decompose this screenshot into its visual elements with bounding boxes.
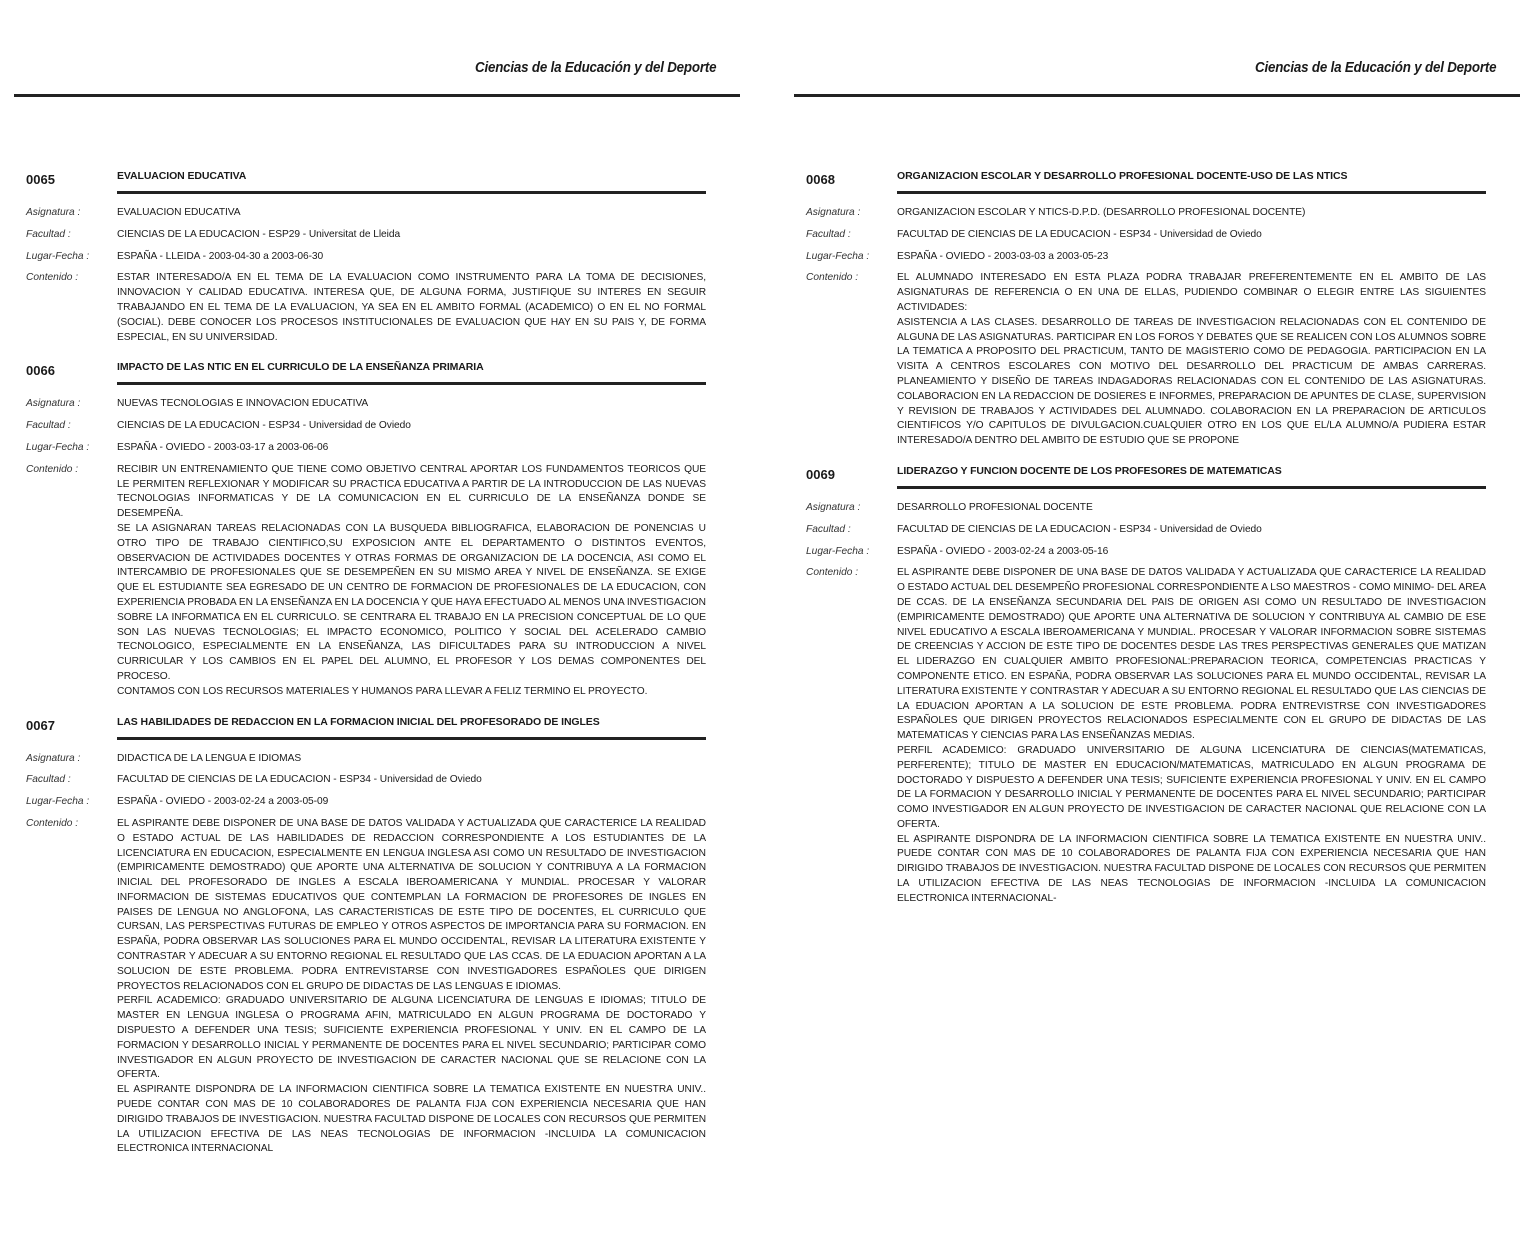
contenido-value	[117, 271, 706, 345]
contenido-label: Contenido :	[806, 567, 859, 579]
entry-title: EVALUACION EDUCATIVA	[117, 170, 247, 182]
entry-0065	[26, 168, 706, 345]
lugar-fecha-label: Lugar-Fecha :	[26, 250, 90, 262]
field-facultad	[806, 523, 1486, 538]
asignatura-label: Asignatura :	[26, 752, 81, 764]
field-asignatura	[806, 501, 1486, 516]
field-lugar-fecha	[26, 441, 706, 456]
asignatura-value: EVALUACION EDUCATIVA	[117, 207, 241, 218]
entry-number: 0068	[806, 172, 835, 187]
lugar-fecha-value: ESPAÑA - OVIEDO - 2003-03-17 a 2003-06-06	[117, 441, 329, 453]
facultad-label: Facultad :	[806, 228, 851, 240]
field-facultad	[26, 419, 706, 434]
contenido-paragraph: PERFIL ACADEMICO: GRADUADO UNIVERSITARIO DE ALGUNA LICENCIATURA DE CIENCIAS(MATEMATICAS, PERFERENTE); TITULO DE MASTER EN EDUCACION/MATEMATICAS, MATRICULADO EN ALGUN PROGRAMA DE DOCTORADO Y DISPUESTO A DEFENDER UNA TESIS; SUFICIENTE EXPERIENCIA PROFESIONAL Y UNIV. EN EL CAMPO DE LA FORMACION Y DESARROLLO INICIAL Y PERMANENTE DE DOCENTES PARA EL NIVEL SECUNDARIO; PARTICIPAR COMO INVESTIGADOR EN ALGUN PROYECTO DE INVESTIGACION DE CARACTER NACIONAL QUE RELACIONE CON LA OFERTA.	[897, 744, 1486, 830]
contenido-paragraph: EL ALUMNADO INTERESADO EN ESTA PLAZA PODRA TRABAJAR PREFERENTEMENTE EN EL AMBITO DE LAS ASIGNATURAS DE REFERENCIA O EN UNA DE ELLAS, PUDIENDO COMBINAR O ELEGIR ENTRE LAS SIGUIENTES ACTIVIDADES:	[897, 272, 1486, 313]
contenido-paragraph: PERFIL ACADEMICO: GRADUADO UNIVERSITARIO DE ALGUNA LICENCIATURA DE LENGUAS E IDIOMAS; TITULO DE MASTER EN LENGUA INGLESA O PROGRAMA AFIN, MATRICULADO EN ALGUN PROGRAMA DE DOCTORADO Y DISPUESTO A DEFENDER UNA TESIS; SUFICIENTE EXPERIENCIA PROFESIONAL Y UNIV. EN EL CAMPO DE LA FORMACION Y DESARROLLO INICIAL Y PERMANENTE DE DOCENTES PARA EL NIVEL SECUNDARIO; PARTICIPAR COMO INVESTIGADOR EN ALGUN PROYECTO DE INVESTIGACION DE CARACTER NACIONAL QUE SE RELACIONE CON LA OFERTA.	[117, 995, 706, 1081]
facultad-value: FACULTAD DE CIENCIAS DE LA EDUCACION - ESP34 - Universidad de Oviedo	[897, 523, 1262, 535]
contenido-label: Contenido :	[26, 272, 79, 284]
entry-number: 0066	[26, 363, 55, 379]
contenido-value	[897, 566, 1486, 906]
contenido-paragraph: EL ASPIRANTE DISPONDRA DE LA INFORMACION CIENTIFICA SOBRE LA TEMATICA EXISTENTE EN NUESTRA UNIV.. PUEDE CONTAR CON MAS DE 10 COLABORADORES DE PALANTA FIJA CON EXPERIENCIA NECESARIA QUE HAN DIRIGIDO TRABAJOS DE INVESTIGACION. NUESTRA FACULTAD DISPONE DE LOCALES CON RECURSOS QUE PERMITEN LA UTILIZACION EFECTIVA DE LAS NEAS TECNOLOGIAS DE INFORMACION -INCLUIDA LA COMUNICACION ELECTRONICA INTERNACIONAL	[117, 1084, 706, 1155]
entries-list	[806, 168, 1486, 921]
asignatura-value: NUEVAS TECNOLOGIAS E INNOVACION EDUCATIVA	[117, 398, 369, 410]
contenido-paragraph: RECIBIR UN ENTRENAMIENTO QUE TIENE COMO OBJETIVO CENTRAL APORTAR LOS FUNDAMENTOS TEORICOS QUE LE PERMITEN REFLEXIONAR Y MODIFICAR SU PRACTICA EDUCATIVA A PARTIR DE LA INTRODUCCION DE LAS NUEVAS TECNOLOGIAS INFORMATICAS Y DE LA COMUNICACION EN EL CURRICULO DE LA ENSEÑANZA DONDE SE DESEMPEÑA.	[117, 463, 706, 520]
contenido-paragraph: EL ASPIRANTE DEBE DISPONER DE UNA BASE DE DATOS VALIDADA Y ACTUALIZADA QUE CARACTERICE LA REALIDAD O ESTADO ACTUAL DEL DESEMPEÑO PROFESIONAL CORRESPONDIENTE A LSO MAESTROS - COMO MINIMO- DEL AREA DE CCAS. DE LA ENSEÑANZA SECUNDARIA DEL PAIS DE ORIGEN ASI COMO UN RESULTADO DE INVESTIGACION (EMPIRICAMENTE DEMOSTRADO) QUE APORTE UNA ALTERNATIVA DE SOLUCION Y CONTRIBUYA AL CAMBIO DE ESE NIVEL EDUCATIVO A ESCALA IBEROAMERICANA Y MUNDIAL. PROCESAR Y VALORAR INFORMACION SOBRE SISTEMAS DE CREENCIAS Y ACCION DE ESTE TIPO DE DOCENTES DESDE LAS TRES PERSPECTIVAS GENERALES QUE MATIZAN EL LIDERAZGO EN CUALQUIER AMBITO PROFESIONAL:PREPARACION TEORICA, COMPETENCIAS PRACTICAS Y COMPONENTE ETICO. EN ESPAÑA, PODRA OBSERVAR LAS SOLUCIONES PARA EL MUNDO OCCIDENTAL, REVISAR LA LITERATURA EXISTENTE Y CONTRASTAR Y ADECUAR A SU ENTORNO REGIONAL EL RESULTADO QUE LAS CIENCIAS DE LA EDUACION APORTAN A LA SOLUCION DE ESTE PROBLEMA. PODRA ENTREVISTRSE CON INVESTIGADORES ESPAÑOLES QUE DIRIGEN PROYECTOS RELACIONADOS ESPECIALMENTE CON EL GRUPO DE DIDACTAS DE LAS MATEMATICAS Y CIENCIAS PARA LAS ENSEÑANZAS MEDIAS.	[897, 567, 1487, 742]
field-lugar-fecha	[806, 250, 1486, 265]
contenido-paragraph: ESTAR INTERESADO/A EN EL TEMA DE LA EVALUACION COMO INSTRUMENTO PARA LA TOMA DE DECISIONES, INNOVACION Y CALIDAD EDUCATIVA. INTERESA QUE, DE ALGUNA FORMA, JUSTIFIQUE SU INTERES EN SEGUIR TRABAJANDO EN EL TEMA DE LA EVALUACION, YA SEA EN EL AMBITO FORMAL (ACADEMICO) O EN EL NO FORMAL (SOCIAL). DEBE CONOCER LOS PROCESOS INSTITUCIONALES DE EVALUACION QUE HAY EN SU PAIS Y, DE FORMA ESPECIAL, EN SU UNIVERSIDAD.	[117, 272, 706, 343]
entry-rule	[117, 191, 706, 194]
lugar-fecha-label: Lugar-Fecha :	[806, 250, 870, 262]
facultad-value: CIENCIAS DE LA EDUCACION - ESP34 - Universidad de Oviedo	[117, 420, 411, 432]
field-facultad	[26, 773, 706, 788]
entry-number: 0067	[26, 717, 55, 733]
field-asignatura	[26, 752, 706, 767]
field-contenido	[26, 271, 706, 345]
asignatura-value: DESARROLLO PROFESIONAL DOCENTE	[897, 501, 1093, 513]
facultad-label: Facultad :	[806, 523, 851, 535]
contenido-paragraph: CONTAMOS CON LOS RECURSOS MATERIALES Y HUMANOS PARA LLEVAR A FELIZ TERMINO EL PROYECTO.	[117, 685, 648, 697]
entry-title: ORGANIZACION ESCOLAR Y DESARROLLO PROFESIONAL DOCENTE-USO DE LAS NTICS	[897, 170, 1348, 182]
facultad-value: FACULTAD DE CIENCIAS DE LA EDUCACION - ESP34 - Universidad de Oviedo	[117, 774, 482, 786]
entry-header	[806, 168, 1486, 190]
field-contenido	[26, 463, 706, 700]
entry-rule	[897, 486, 1486, 489]
contenido-label: Contenido :	[806, 272, 859, 284]
contenido-paragraph: ASISTENCIA A LAS CLASES. DESARROLLO DE TAREAS DE INVESTIGACION RELACIONADAS CON EL CONTENIDO DE ALGUNA DE LAS ASIGNATURAS. PARTICIPAR EN LOS FOROS Y DEBATES QUE SE REALICEN CON LOS ALUMNOS SOBRE LA TEMATICA A PROPOSITO DEL PRACTICUM, TANTO DE MAGISTERIO COMO DE PEDAGOGIA. PARTICIPACION EN LA VISITA A CENTROS ESCOLARES CON MOTIVO DEL DESARROLLO DEL PRACTICUM DE AMBAS CARRERAS. PLANEAMIENTO Y DISEÑO DE TAREAS INDAGADORAS RELACIONADAS CON EL CONTENIDO DE LAS ASIGNATURAS. COLABORACION EN LA REDACCION DE DOSIERES E INFORMES, PREPARACION DE APUNTES DE CLASE, SUPERVISION Y REVISION DE TRABAJOS Y ACTIVIDADES DEL ALUMNADO. COLABORACION EN LA PREPARACION DE ARTICULOS CIENTIFICOS Y/O CAPITULOS DE DIVULGACION.CUALQUIER OTRO EN LOS QUE EL/LA ALUMNO/A PUDIERA ESTAR INTERESADO/A DENTRO DEL AMBITO DE ESTUDIO QUE SE PROPONE	[897, 316, 1486, 447]
entry-rule	[117, 737, 706, 740]
asignatura-label: Asignatura :	[26, 207, 81, 218]
left-page	[14, 0, 740, 1238]
header-rule	[794, 94, 1520, 97]
entry-header	[26, 359, 706, 381]
lugar-fecha-value: ESPAÑA - OVIEDO - 2003-02-24 a 2003-05-09	[117, 796, 329, 808]
field-lugar-fecha	[26, 795, 706, 810]
contenido-paragraph: EL ASPIRANTE DISPONDRA DE LA INFORMACION CIENTIFICA SOBRE LA TEMATICA EXISTENTE EN NUESTRA UNIV.. PUEDE CONTAR CON MAS DE 10 COLABORADORES DE PALANTA FIJA CON EXPERIENCIA NECESARIA QUE HAN DIRIGIDO TRABAJOS DE INVESTIGACION. NUESTRA FACULTAD DISPONE DE LOCALES CON RECURSOS QUE PERMITEN LA UTILIZACION EFECTIVA DE LAS NEAS TECNOLOGIAS DE INFORMACION -INCLUIDA LA COMUNICACION ELECTRONICA INTERNACIONAL-	[897, 833, 1486, 904]
entry-rule	[117, 382, 706, 385]
lugar-fecha-label: Lugar-Fecha :	[26, 441, 90, 453]
field-contenido	[806, 566, 1486, 906]
entry-number: 0069	[806, 466, 835, 482]
entry-header	[806, 463, 1486, 485]
entry-title: LAS HABILIDADES DE REDACCION EN LA FORMACION INICIAL DEL PROFESORADO DE INGLES	[117, 715, 600, 728]
contenido-value	[117, 817, 706, 1157]
running-head: Ciencias de la Educación y del Deporte	[1254, 60, 1496, 76]
field-lugar-fecha	[806, 545, 1486, 560]
contenido-paragraph: SE LA ASIGNARAN TAREAS RELACIONADAS CON LA BUSQUEDA BIBLIOGRAFICA, ELABORACION DE PONENCIAS U OTRO TIPO DE TRABAJO CIENTIFICO,SU EXPOSICION ANTE EL DEPARTAMENTO O DISTINTOS EVENTOS, OBSERVACION DE ACTIVIDADES DOCENTES Y OTRAS FORMAS DE ORGANIZACION DE LA DOCENCIA, ASI COMO EL INTERCAMBIO DE PROFESIONALES QUE SE DESEMPEÑEN EN SU MISMO AREA Y NIVEL DE ENSEÑANZA. SE EXIGE QUE EL ESTUDIANTE SEA EGRESADO DE UN CENTRO DE FORMACION DE PROFESIONALES DE LA EDUCACION, CON EXPERIENCIA PROBADA EN LA ENSEÑANZA EN LA DOCENCIA Y QUE HAYA EFECTUADO AL MENOS UNA INVESTIGACION SOBRE LA INFORMATICA EN EL CURRICULO. SE CENTRARA EL TRABAJO EN LA PRECISION CONCEPTUAL DE LO QUE SON LAS NUEVAS TECNOLOGIAS; EL IMPACTO ECONOMICO, POLITICO Y SOCIAL DEL ACELERADO CAMBIO TECNOLOGICO, ESPECIALMENTE EN LA ENSEÑANZA, LAS DIFICULTADES PARA SU INTRODUCCION A NIVEL CURRICULAR Y LOS CAMBIOS EN EL PAPEL DEL ALUMNO, EL PROFESOR Y LOS DEMAS COMPONENTES DEL PROCESO.	[117, 522, 706, 682]
facultad-value: FACULTAD DE CIENCIAS DE LA EDUCACION - ESP34 - Universidad de Oviedo	[897, 228, 1262, 240]
entry-0069	[806, 463, 1486, 907]
asignatura-value: DIDACTICA DE LA LENGUA E IDIOMAS	[117, 752, 302, 764]
field-asignatura	[806, 206, 1486, 221]
entry-0066	[26, 359, 706, 699]
lugar-fecha-value: ESPAÑA - OVIEDO - 2003-03-03 a 2003-05-23	[897, 250, 1109, 262]
field-lugar-fecha	[26, 250, 706, 265]
entry-title: IMPACTO DE LAS NTIC EN EL CURRICULO DE LA ENSEÑANZA PRIMARIA	[117, 361, 484, 374]
running-head: Ciencias de la Educación y del Deporte	[474, 60, 716, 76]
facultad-label: Facultad :	[26, 774, 71, 786]
field-facultad	[26, 228, 706, 243]
facultad-label: Facultad :	[26, 420, 71, 432]
lugar-fecha-value: ESPAÑA - LLEIDA - 2003-04-30 a 2003-06-30	[117, 250, 324, 262]
field-contenido	[26, 817, 706, 1157]
asignatura-label: Asignatura :	[806, 501, 861, 513]
entry-header	[26, 168, 706, 190]
entry-rule	[897, 191, 1486, 194]
entry-number: 0065	[26, 172, 55, 187]
facultad-value: CIENCIAS DE LA EDUCACION - ESP29 - Universitat de Lleida	[117, 228, 401, 240]
entry-title: LIDERAZGO Y FUNCION DOCENTE DE LOS PROFESORES DE MATEMATICAS	[897, 464, 1282, 477]
contenido-label: Contenido :	[26, 463, 79, 475]
facultad-label: Facultad :	[26, 228, 71, 240]
asignatura-value: ORGANIZACION ESCOLAR Y NTICS-D.P.D. (DESARROLLO PROFESIONAL DOCENTE)	[897, 207, 1306, 218]
asignatura-label: Asignatura :	[26, 398, 81, 410]
field-asignatura	[26, 206, 706, 221]
entry-header	[26, 714, 706, 736]
right-page	[794, 0, 1520, 1238]
entry-0068	[806, 168, 1486, 449]
asignatura-label: Asignatura :	[806, 207, 861, 218]
lugar-fecha-label: Lugar-Fecha :	[26, 796, 90, 808]
field-facultad	[806, 228, 1486, 243]
field-asignatura	[26, 397, 706, 412]
contenido-value	[117, 463, 706, 700]
lugar-fecha-label: Lugar-Fecha :	[806, 545, 870, 557]
contenido-paragraph: EL ASPIRANTE DEBE DISPONER DE UNA BASE DE DATOS VALIDADA Y ACTUALIZADA QUE CARACTERICE LA REALIDAD O ESTADO ACTUAL DE LAS HABILIDADES DE REDACCION CORRESPONDIENTE A LOS ESTUDIANTES DE LA LICENCIATURA EN EDUCACION, ESPECIALMENTE EN LENGUA INGLESA ASI COMO UN RESULTADO DE INVESTIGACION (EMPIRICAMENTE DEMOSTRADO) QUE APORTE UNA ALTERNATIVA DE SOLUCION Y CONTRIBUYA A LA FORMACION INICIAL DEL PROFESORADO DE INGLES A ESCALA IBEROAMERICANA Y MUNDIAL. PROCESAR Y VALORAR INFORMACION DE SISTEMAS EDUCATIVOS QUE CONTEMPLAN LA FORMACION DE PROFESORES DE INGLES EN PAISES DE LENGUA NO ANGLOFONA, LAS CARACTERISTICAS DE ESTE TIPO DE DOCENTES, EL CURRICULO QUE CURSAN, LAS PERSPECTIVAS FUTURAS DE EMPLEO Y OTROS ASPECTOS DE IMPORTANCIA PARA SU FORMACION. EN ESPAÑA, PODRA OBSERVAR LAS SOLUCIONES PARA EL MUNDO OCCIDENTAL, REVISAR LA LITERATURA EXISTENTE Y CONTRASTAR Y ADECUAR A SU ENTORNO REGIONAL EL RESULTADO QUE LAS CCAS. DE LA EDUACION APORTAN A LA SOLUCION DE ESTE PROBLEMA. PODRA ENTREVISTARSE CON INVESTIGADORES ESPAÑOLES QUE DIRIGEN PROYECTOS RELACIONADOS CON EL GRUPO DE DIDACTAS DE LAS LENGUAS E IDIOMAS.	[117, 817, 706, 992]
entries-list	[26, 168, 706, 1171]
contenido-value	[897, 271, 1486, 449]
header-rule	[14, 94, 740, 97]
contenido-label: Contenido :	[26, 817, 79, 829]
lugar-fecha-value: ESPAÑA - OVIEDO - 2003-02-24 a 2003-05-16	[897, 545, 1109, 557]
field-contenido	[806, 271, 1486, 449]
entry-0067	[26, 714, 706, 1158]
